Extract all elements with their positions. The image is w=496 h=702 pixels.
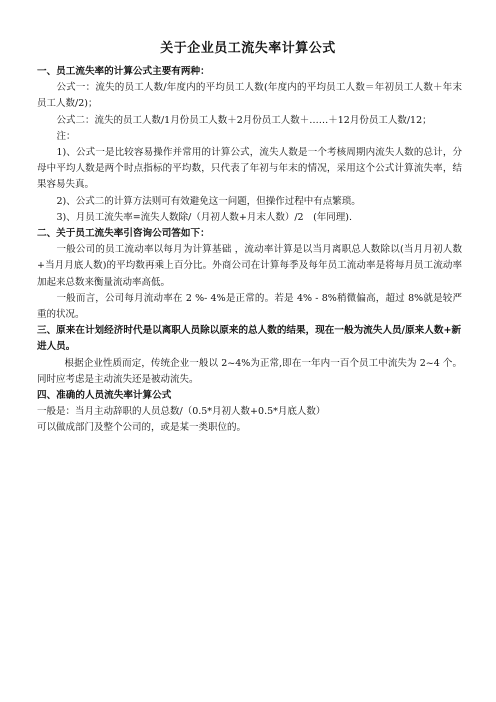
- document-body: [37, 64, 462, 437]
- paragraph: 注：: [56, 130, 76, 142]
- section-heading-3: 三、原来在计划经济时代是以离职人员除以原来的总人数的结果，现在一般为流失人员/原来人数+新进人员。: [37, 325, 462, 353]
- paragraph: 一般公司的员工流动率以每月为计算基础 ，流动率计算是以当月离职总人数除以(当月月初人数+当月月底人数)的平均数再乘上百分比。外商公司在计算每季及每年员工流动率是将每月员工流动率加起来总数来衡量流动率高低。: [37, 244, 462, 288]
- paragraph: 3)、月员工流失率=流失人数除/（月初人数+月末人数）/2 (年同理).: [56, 211, 353, 223]
- section-heading-4: 四、准确的人员流失率计算公式: [37, 390, 172, 402]
- paragraph: 一般是：当月主动辞职的人员总数/（0.5*月初人数+0.5*月底人数）: [37, 406, 326, 418]
- paragraph: 公式一：流失的员工人数/年度内的平均员工人数(年度内的平均员工人数＝年初员工人数＋年末员工人数/2)；: [37, 82, 462, 110]
- paragraph: 公式二：流失的员工人数/1月份员工人数＋2月份员工人数＋……＋12月份员工人数/12；: [56, 114, 432, 126]
- document-title: 关于企业员工流失率计算公式: [160, 41, 336, 56]
- paragraph: 一般而言，公司每月流动率在 2 %- 4%是正常的。若是 4% - 8%稍微偏高，超过 8%就是较严重的状况。: [37, 292, 462, 321]
- paragraph: 根据企业性质而定，传统企业一般以 2~4%为正常,即在一年内一百个员工中流失为 2~4 个。同时应考虑是主动流失还是被动流失。: [37, 357, 462, 385]
- section-heading-1: 一、员工流失率的计算公式主要有两种：: [37, 66, 210, 77]
- paragraph: 2)、公式二的计算方法则可有效避免这一问题，但操作过程中有点繁琐。: [56, 195, 361, 207]
- paragraph: 可以做成部门及整个公司的，或是某一类职位的。: [37, 422, 247, 434]
- section-heading-2: 二、关于员工流失率引咨询公司答如下：: [37, 228, 210, 240]
- paragraph: 1)、公式一是比较容易操作并常用的计算公式，流失人数是一个考核周期内流失人数的总计，分母中平均人数是两个时点指标的平均数，只代表了年初与年末的情况，采用这个公式计算流失率，结果容易失真。: [37, 147, 462, 191]
